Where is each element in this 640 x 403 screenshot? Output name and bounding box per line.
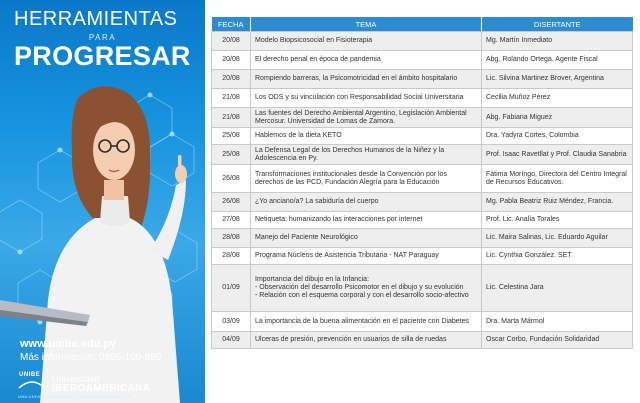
cell-tema: La importancia de la buena alimentación en el paciente con Diabetes — [251, 312, 482, 332]
cell-fecha: 28/08 — [212, 229, 251, 248]
tema-line: Importancia del dibujo en la Infancia: — [255, 276, 370, 283]
cell-fecha: 20/08 — [212, 51, 251, 70]
title-line-3: PROGRESAR — [14, 41, 191, 71]
logo-line-2: IBEROAMERICANA — [52, 383, 151, 394]
cell-fecha: 04/09 — [212, 332, 251, 349]
table-row — [212, 51, 633, 70]
cell-disertante: Cecilia Muñoz Pérez — [482, 89, 633, 108]
title-line-1: HERRAMIENTAS — [14, 8, 178, 30]
cell-disertante: Dra. Marta Mármol — [482, 312, 633, 332]
header-fecha: FECHA — [212, 17, 251, 32]
cell-fecha: 26/08 — [212, 193, 251, 212]
cell-disertante: Mg. Pabla Beatriz Ruiz Méndez, Francia. — [482, 193, 633, 212]
cell-disertante: Mg. Martín Inmediato — [482, 32, 633, 51]
title-line-2: PARA — [88, 33, 117, 42]
cell-tema: ¿Yo anciano/a? La sabiduría del cuerpo — [251, 193, 482, 212]
cell-disertante: Lic. Cynthia González. SET — [482, 248, 633, 265]
logo-mark-text: UNIBE — [19, 372, 41, 378]
table-row — [212, 229, 633, 248]
cell-fecha: 25/08 — [212, 145, 251, 165]
cell-fecha: 27/08 — [212, 212, 251, 229]
cell-disertante: Oscar Corbo, Fundación Solidaridad — [482, 332, 633, 349]
tema-line: - Relación con el esquema corporal y con el desarrollo socio-afectivo — [255, 292, 469, 299]
cell-disertante: Lic. Maira Salinas, Lic. Eduardo Aguilar — [482, 229, 633, 248]
website-text[interactable]: www.unibe.edu.py — [20, 338, 117, 350]
cell-fecha: 03/09 — [212, 312, 251, 332]
cell-disertante: Prof. Isaac Ravetllat y Prof. Claudia Sanabria — [482, 145, 633, 165]
table-row — [212, 332, 633, 349]
table-row — [212, 212, 633, 229]
table-row — [212, 108, 633, 128]
cell-disertante: Abg. Rolando Ortega. Agente Fiscal — [482, 51, 633, 70]
cell-tema: Ulceras de presión, prevención en usuarios de silla de ruedas — [251, 332, 482, 349]
cell-tema: La Defensa Legal de los Derechos Humanos de la Niñez y la Adolescencia en Py. — [251, 145, 482, 165]
table-row — [212, 312, 633, 332]
cell-tema: Rompiendo barreras, la Psicomotricidad en el ámbito hospitalario — [251, 70, 482, 89]
cell-fecha: 25/08 — [212, 128, 251, 145]
cell-tema: Modelo Biopsicosocial en Fisioterapia — [251, 32, 482, 51]
cell-disertante: Lic. Silvina Martinez Brover, Argentina — [482, 70, 633, 89]
cell-tema: Transformaciones institucionales desde la Convención por los derechos de las PCD, Fundación Alegría para la Educación — [251, 165, 482, 193]
table-row — [212, 89, 633, 108]
cell-tema: Programa Núcleos de Asistencia Tributaria - NAT Paraguay — [251, 248, 482, 265]
cell-tema: Los ODS y su vinculación con Responsabilidad Social Universitaria — [251, 89, 482, 108]
header-disertante: DISERTANTE — [482, 17, 633, 32]
table-row — [212, 265, 633, 312]
cell-disertante: Prof. Lic. Analía Torales — [482, 212, 633, 229]
cell-tema: Manejo del Paciente Neurológico — [251, 229, 482, 248]
cell-fecha: 20/08 — [212, 70, 251, 89]
logo-line-1: Universidad — [52, 374, 100, 384]
schedule-table — [211, 17, 633, 349]
table-row — [212, 165, 633, 193]
cell-disertante: Fátima Moríngo, Directora del Centro Integral de Recursos Educativos. — [482, 165, 633, 193]
cell-tema: Las fuentes del Derecho Ambiental Argentino, Legislación Ambiental Mercosur. Universidad de Lomas de Zamora. — [251, 108, 482, 128]
table-header-row — [212, 17, 633, 32]
cell-fecha: 21/08 — [212, 89, 251, 108]
university-logo — [18, 372, 205, 402]
contact-info-text: Más información: 0986-100-980 — [20, 352, 162, 363]
table-row — [212, 70, 633, 89]
cell-disertante: Lic. Celestina Jara — [482, 265, 633, 312]
table-row — [212, 32, 633, 51]
logo-tagline: UNA UNIVERSIDAD NUEVA PARA UN MUNDO MEJOR — [18, 394, 132, 399]
cell-fecha: 21/08 — [212, 108, 251, 128]
table-row — [212, 248, 633, 265]
cell-fecha: 26/08 — [212, 165, 251, 193]
cell-disertante: Abg. Fabiana Miguez — [482, 108, 633, 128]
cell-fecha: 20/08 — [212, 32, 251, 51]
cell-fecha: 28/08 — [212, 248, 251, 265]
table-row — [212, 193, 633, 212]
cell-tema: Netiqueta: humanizando las interacciones por internet — [251, 212, 482, 229]
header-tema: TEMA — [251, 17, 482, 32]
cell-fecha: 01/09 — [212, 265, 251, 312]
table-row — [212, 145, 633, 165]
cell-tema: El derecho penal en época de pandemia — [251, 51, 482, 70]
cell-disertante: Dra. Yadyra Cortes, Colombia — [482, 128, 633, 145]
cell-tema: Hablemos de la dieta KETO — [251, 128, 482, 145]
tema-line: - Observación del desarrollo Psicomotor en el dibujo y su evolución — [255, 284, 464, 291]
table-row — [212, 128, 633, 145]
cell-tema-multiline — [251, 265, 482, 312]
promo-panel — [0, 0, 205, 403]
